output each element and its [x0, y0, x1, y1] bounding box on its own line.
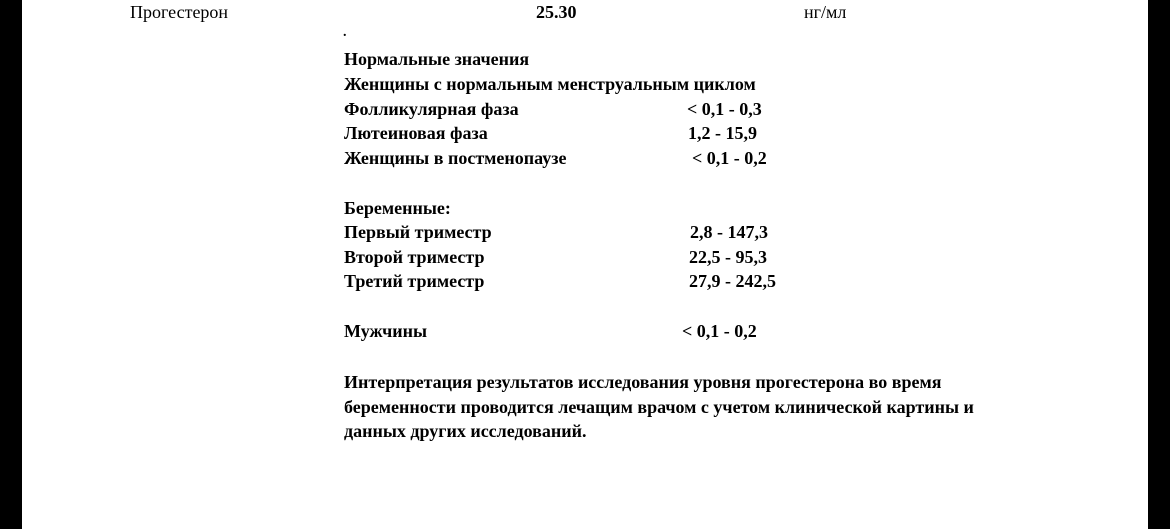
- separator-dot: .: [343, 25, 347, 40]
- trimester2-range: 22,5 - 95,3: [689, 247, 767, 267]
- postmenopause-range: < 0,1 - 0,2: [692, 148, 767, 168]
- postmenopause-label: Женщины в постменопаузе: [344, 148, 567, 168]
- test-name: Прогестерон: [130, 2, 229, 22]
- trimester1-range: 2,8 - 147,3: [690, 222, 768, 242]
- trimester1-label: Первый триместр: [344, 222, 492, 242]
- pregnant-heading: Беременные:: [344, 198, 451, 218]
- trimester2-label: Второй триместр: [344, 247, 485, 267]
- document-page: [22, 0, 1148, 529]
- trimester3-label: Третий триместр: [344, 271, 485, 291]
- men-range: < 0,1 - 0,2: [682, 321, 757, 341]
- follicular-label: Фолликулярная фаза: [344, 99, 519, 119]
- test-value: 25.30: [536, 2, 577, 22]
- men-label: Мужчины: [344, 321, 428, 341]
- luteal-label: Лютеиновая фаза: [344, 123, 488, 143]
- women-normal-cycle-label: Женщины с нормальным менструальным циклом: [344, 74, 756, 94]
- interpretation-note: Интерпретация результатов исследования уровня прогестерона во время беременности проводится лечащим врачом с учетом клинической картины и данных других исследований.: [344, 372, 974, 441]
- test-unit: нг/мл: [804, 2, 847, 22]
- follicular-range: < 0,1 - 0,3: [687, 99, 762, 119]
- luteal-range: 1,2 - 15,9: [688, 123, 757, 143]
- reference-heading: Нормальные значения: [344, 49, 530, 69]
- trimester3-range: 27,9 - 242,5: [689, 271, 776, 291]
